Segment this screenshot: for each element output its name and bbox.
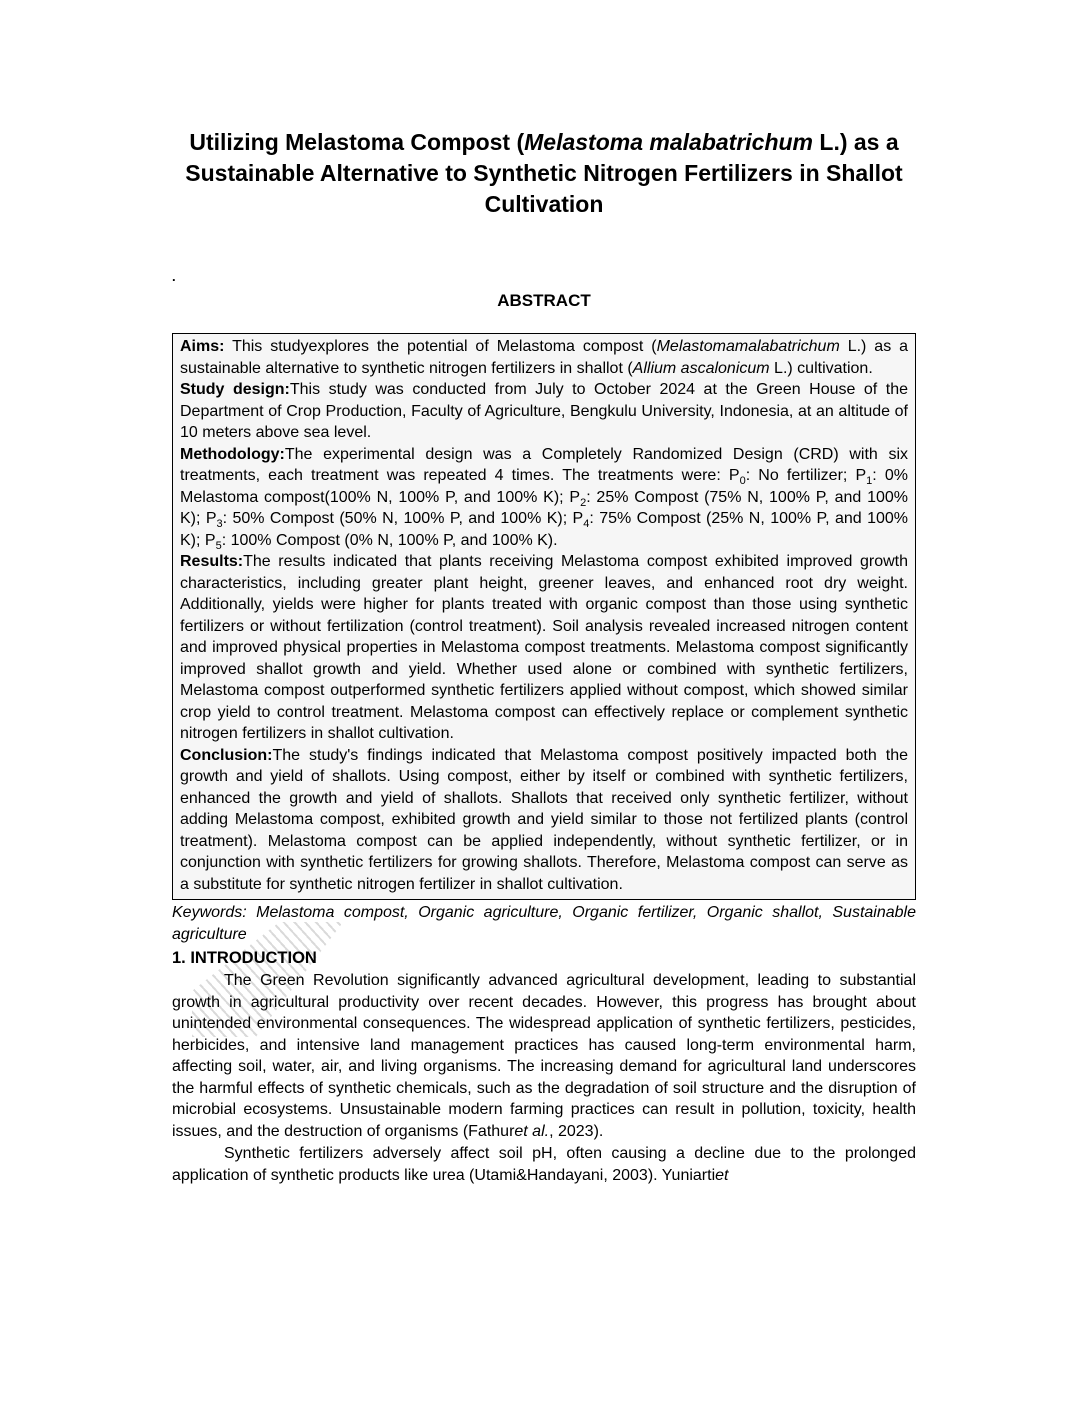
keywords-line: Keywords: Melastoma compost, Organic agriculture, Organic fertilizer, Organic shallot, Sustainable agriculture [172, 904, 916, 943]
abstract-study-design-paragraph: Study design:This study was conducted from July to October 2024 at the Green House of the Department of Crop Production, Faculty of Agriculture, Bengkulu University, Indonesia, at an altitude of 10 meters above sea level. [180, 381, 909, 441]
abstract-box [172, 333, 916, 900]
paper-title: Utilizing Melastoma Compost (Melastoma malabatrichum L.) as a Sustainable Alternative to Synthetic Nitrogen Fertilizers in Shallot Cultivation [185, 129, 903, 217]
intro-paragraph-2: Synthetic fertilizers adversely affect soil pH, often causing a decline due to the prolonged application of synthetic products like urea (Utami&Handayani, 2003). Yuniartiet [172, 1145, 916, 1184]
section-heading-introduction: 1. INTRODUCTION [172, 949, 317, 967]
abstract-results-paragraph: Results:The results indicated that plants receiving Melastoma compost exhibited improved growth characteristics, including greater plant height, greener leaves, and enhanced root dry weight. Additionally, yields were higher for plants treated with organic compost than those using synthetic fertilizers or without fertilization (control treatment). Soil analysis revealed increased nitrogen content and improved physical properties in Melastoma compost treatments. Melastoma compost significantly improved shallot growth and yield. Whether used alone or combined with synthetic fertilizers, Melastoma compost outperformed synthetic fertilizers applied without compost, which showed similar crop yield to control treatment. Melastoma compost can effectively replace or complement synthetic nitrogen fertilizers in shallot cultivation. [180, 553, 908, 742]
abstract-heading: ABSTRACT [497, 291, 591, 310]
stray-dot: . [172, 269, 176, 284]
abstract-methodology-paragraph: Methodology:The experimental design was a Completely Randomized Design (CRD) with six treatments, each treatment was repeated 4 times. The treatments were: $P_0$: No fertilizer; $P_1$: 0% Melastoma compost(100% N, 100% P, and 100% K); $P_2$: 25% Compost (75% N, 100% P, and 100% K); $P_3$: 50% Compost (50% N, 100% P, and 100% K); $P_4$: 75% Compost (25% N, 100% P, and 100% K); $P_5$: 100% Compost (0% N, 100% P, and 100% K). [180, 445, 909, 552]
abstract-conclusion-paragraph: Conclusion:The study's findings indicated that Melastoma compost positively impacted both the growth and yield of shallots. Using compost, either by itself or combined with synthetic fertilizers, enhanced the growth and yield of shallots. Shallots that received only synthetic fertilizer, without adding Melastoma compost, exhibited growth and yield similar to those not fertilized plants (control treatment). Melastoma compost can be applied independently, without synthetic fertilizer, or in conjunction with synthetic fertilizers for growing shallots. Therefore, Melastoma compost can serve as a substitute for synthetic nitrogen fertilizer in shallot cultivation. [180, 746, 908, 893]
page-content [172, 0, 916, 1186]
abstract-aims-paragraph: Aims: This studyexplores the potential of Melastoma compost (Melastomamalabatrichum L.) as a sustainable alternative to synthetic nitrogen fertilizers in shallot (Allium ascalonicum L.) cultivation. [180, 338, 909, 377]
intro-paragraph-1: The Green Revolution significantly advanced agricultural development, leading to substantial growth in agricultural productivity over recent decades. However, this progress has brought about unintended environmental consequences. The widespread application of synthetic fertilizers, pesticides, herbicides, and intensive land management practices has caused long-term environmental harm, affecting soil, water, air, and living organisms. The increasing demand for agricultural land underscores the harmful effects of synthetic chemicals, such as the degradation of soil structure and the disruption of microbial ecosystems. Unsustainable modern farming practices can result in pollution, toxicity, health issues, and the destruction of organisms (Fathuret al., 2023). [172, 972, 916, 1140]
